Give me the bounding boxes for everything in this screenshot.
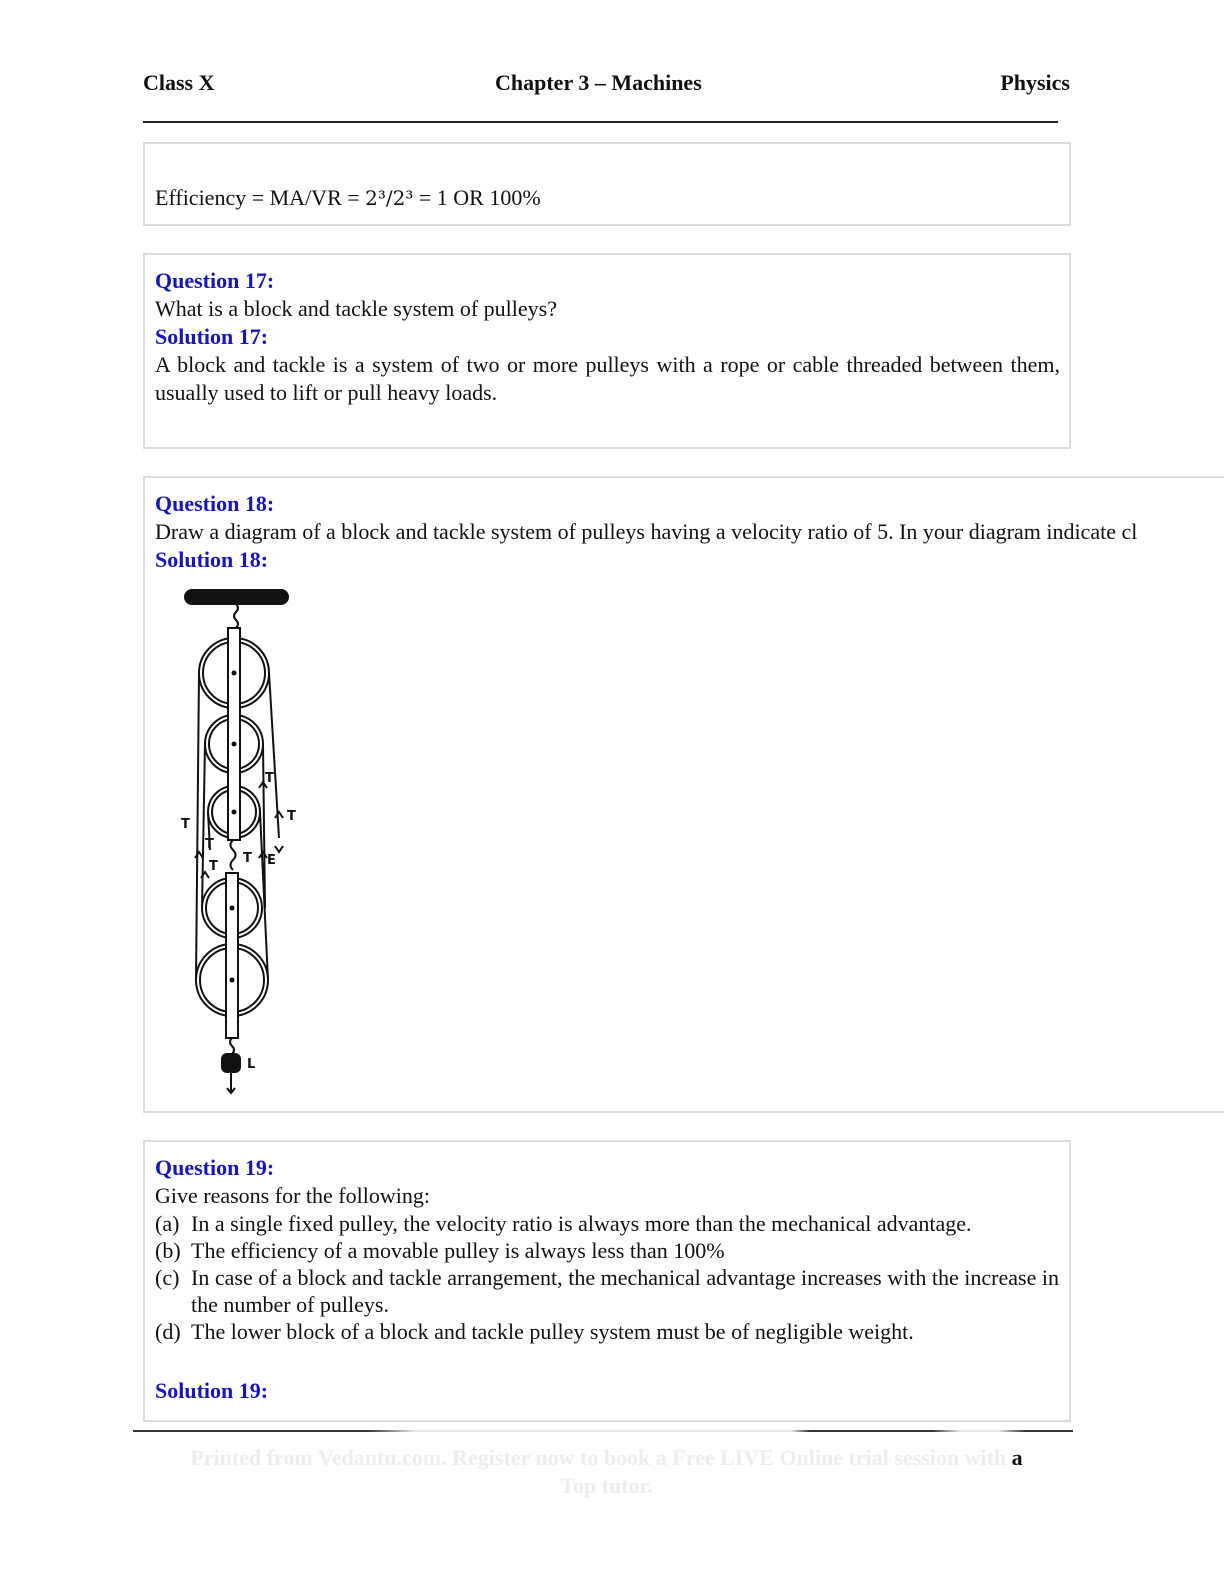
page-header: [143, 70, 1070, 102]
item-label: (a): [155, 1211, 180, 1236]
effort-label: E: [267, 853, 276, 868]
solution-17-label: Solution 17:: [155, 324, 269, 349]
question-19-item-b: [155, 1237, 1059, 1264]
tension-label: T: [265, 771, 274, 786]
page-footer: [155, 1444, 1058, 1500]
item-text: In a single fixed pulley, the velocity ratio is always more than the mechanical advantage.: [191, 1211, 972, 1236]
efficiency-suffix: = 1 OR 100%: [413, 185, 541, 210]
tension-label: T: [287, 809, 296, 824]
solution-18-label: Solution 18:: [155, 547, 269, 572]
tension-label: T: [205, 837, 214, 852]
footer-watermark-text-2: Top tutor.: [560, 1473, 653, 1498]
question-19-item-c: [155, 1264, 1059, 1318]
header-class: Class X: [143, 70, 215, 95]
item-text: The efficiency of a movable pulley is always less than 100%: [191, 1238, 725, 1263]
question-19-item-d: [155, 1318, 1059, 1345]
tension-label: T: [209, 859, 218, 874]
question-17-text: What is a block and tackle system of pulleys?: [155, 296, 557, 321]
efficiency-formula: [155, 184, 541, 212]
item-text: In case of a block and tackle arrangement, the mechanical advantage increases with the increase in the number of pulleys.: [191, 1265, 1059, 1317]
solution-17-text: A block and tackle is a system of two or more pulleys with a rope or cable threaded between them, usually used to lift or pull heavy loads.: [155, 352, 1060, 405]
efficiency-fraction: 2³/2³: [365, 186, 414, 210]
tension-label: T: [181, 817, 190, 832]
footer-dark-text: a: [1011, 1445, 1023, 1470]
pulley-diagram: [175, 588, 315, 1098]
item-label: (c): [155, 1265, 180, 1290]
question-19-item-a: [155, 1210, 1059, 1237]
footer-watermark-text: Printed from Vedantu.com. Register now to book a Free LIVE Online trial session with: [190, 1445, 1012, 1470]
question-19-label: Question 19:: [155, 1155, 275, 1180]
footer-divider: [133, 1430, 1073, 1432]
block-and-tackle-diagram-svg: [175, 588, 315, 1098]
question-17-label: Question 17:: [155, 268, 275, 293]
question-18-text: Draw a diagram of a block and tackle system of pulleys having a velocity ratio of 5. In your diagram indicate cl: [155, 519, 1138, 544]
question-18-label: Question 18:: [155, 491, 275, 516]
tension-label: T: [243, 851, 252, 866]
efficiency-box: [143, 142, 1071, 226]
item-label: (d): [155, 1319, 181, 1344]
item-text: The lower block of a block and tackle pulley system must be of negligible weight.: [191, 1319, 914, 1344]
question-19-box: [143, 1140, 1071, 1422]
question-17-box: [143, 253, 1071, 449]
question-19-intro: Give reasons for the following:: [155, 1183, 430, 1208]
load-label: L: [247, 1057, 256, 1072]
efficiency-prefix: Efficiency = MA/VR =: [155, 185, 366, 210]
header-divider: [143, 121, 1058, 123]
solution-19-label: Solution 19:: [155, 1378, 269, 1403]
item-label: (b): [155, 1238, 181, 1263]
header-subject: Physics: [1000, 70, 1070, 95]
header-chapter: Chapter 3 – Machines: [495, 70, 702, 95]
question-18-box: [143, 476, 1224, 1113]
